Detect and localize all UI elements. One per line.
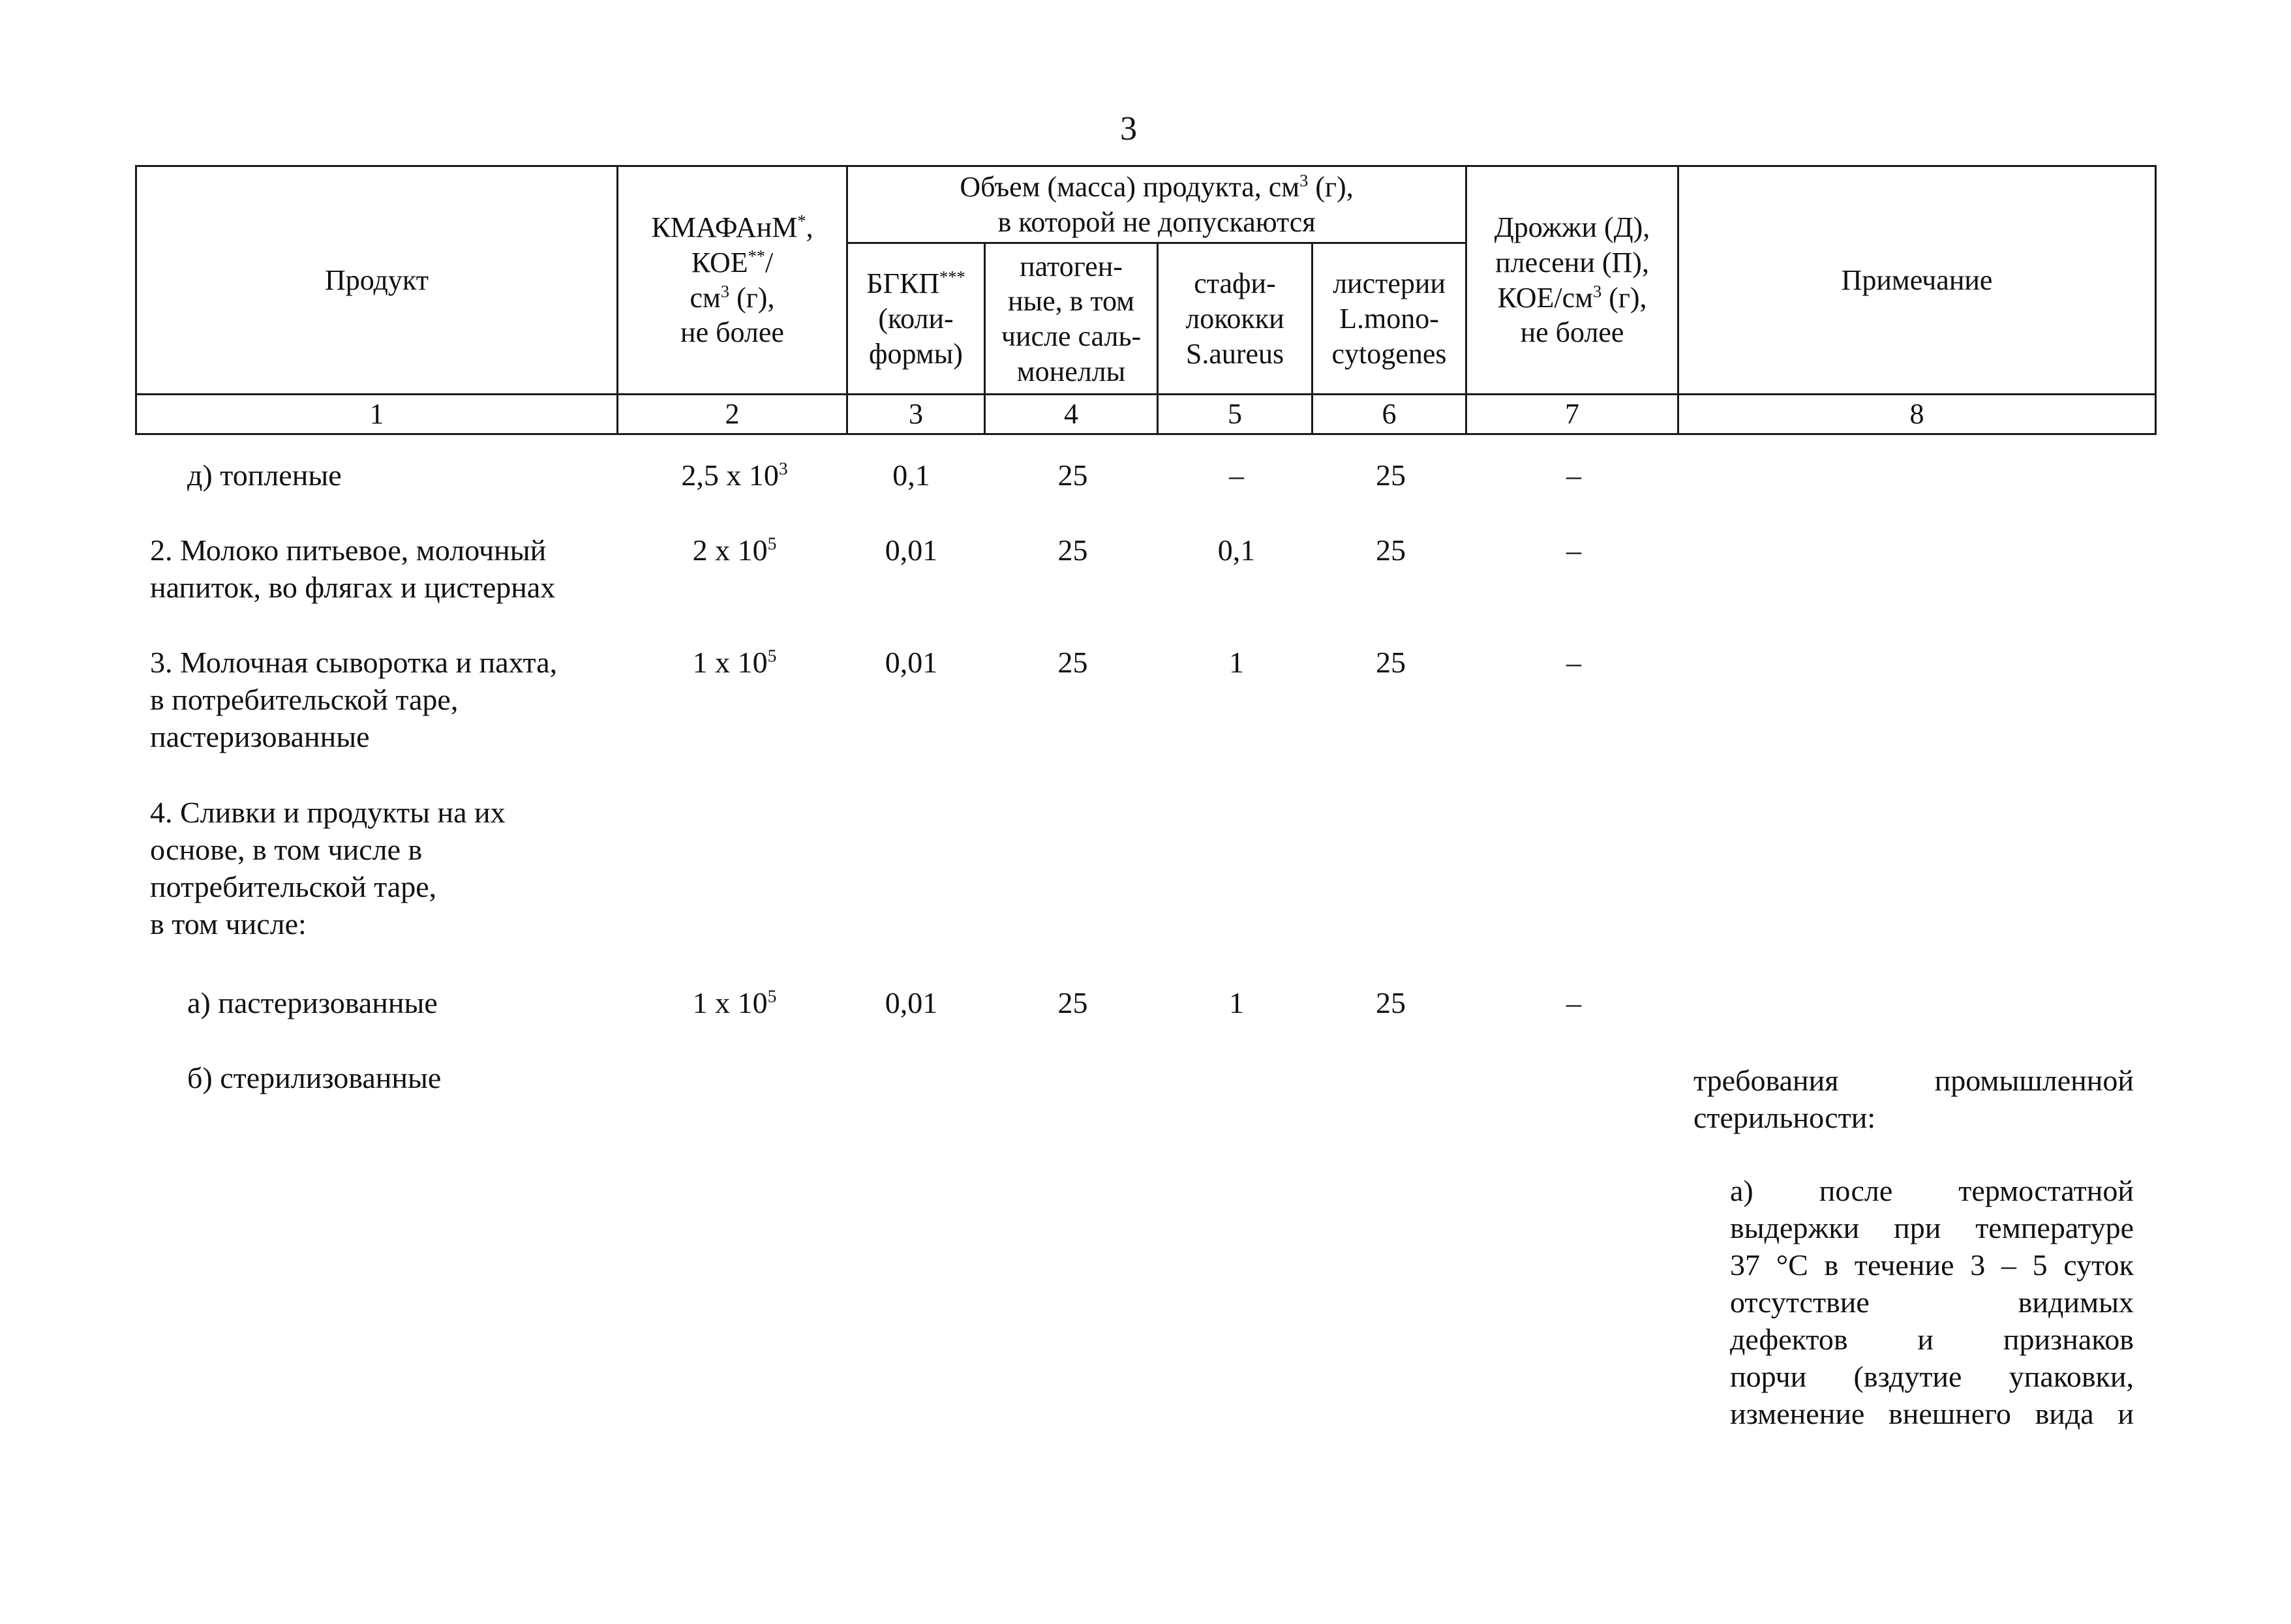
row-bgkp: 0,01 [885,646,938,679]
row-product: 4. Сливки и продукты на их основе, в том числе в потребительской таре, в том числе: [150,796,506,940]
row-product: б) стерилизованные [187,1061,442,1094]
row-staphylococci: 1 [1229,986,1244,1019]
row-bgkp: 0,01 [885,986,938,1019]
row-yeast: – [1566,459,1581,492]
col-number: 1 [136,395,618,434]
row-product: 3. Молочная сыворотка и пахта, в потребительской таре, пастеризованные [150,646,558,753]
row-salmonella: 25 [1057,459,1088,492]
header-staphylococci: стафи- лококки S.aureus [1158,243,1312,395]
row-salmonella: 25 [1057,646,1088,679]
note-requirements: требования промышленной стерильности: [1693,1064,2134,1134]
row-listeria: 25 [1376,986,1406,1019]
row-staphylococci: 0,1 [1217,534,1256,567]
row-listeria: 25 [1376,534,1406,567]
col-number: 6 [1312,395,1466,434]
row-yeast: – [1566,986,1581,1019]
row-salmonella: 25 [1057,534,1088,567]
row-kmafanm: 2,5 x $10^3$ [681,458,788,492]
row-yeast: – [1566,534,1581,567]
page-number: 3 [1120,110,1137,147]
row-kmafanm: 2 x $10^5$ [692,533,777,567]
row-listeria: 25 [1376,646,1406,679]
row-staphylococci: 1 [1229,646,1244,679]
row-product: а) пастеризованные [187,986,438,1019]
header-yeast: Дрожжи (Д), плесени (П), КОЕ/$см^3$ (г), не более [1466,166,1678,395]
row-salmonella: 25 [1057,986,1088,1019]
row-bgkp: 0,01 [885,534,938,567]
col-number: 4 [985,395,1158,434]
row-staphylococci: – [1229,459,1244,492]
header-note: Примечание [1678,166,2156,395]
table-header [135,165,2157,435]
col-number: 2 [618,395,847,434]
header-listeria: листерии L.mono- cytogenes [1312,243,1466,395]
col-number: 5 [1158,395,1312,434]
note-after-incubation: а) после термостатной выдержки при температуре 37 °С в течение 3 – 5 суток отсутствие видимых дефектов и признаков порчи (вздутие упаковки, изменение внешнего вида и [1730,1174,2134,1430]
col-number: 7 [1466,395,1678,434]
header-volume: Объем (масса) продукта, $см^3$ (г), в которой не допускаются [847,166,1466,243]
header-salmonella: патоген- ные, в том числе саль- монеллы [985,243,1158,395]
row-product: д) топленые [187,459,342,492]
row-listeria: 25 [1376,459,1406,492]
header-product: Продукт [136,166,618,395]
row-yeast: – [1566,646,1581,679]
col-number: 3 [847,395,985,434]
row-bgkp: 0,1 [892,459,930,492]
header-kmafanm: КМАФАнМ*, КОЕ**/ $см^3$ (г), не более [618,166,847,395]
row-product: 2. Молоко питьевое, молочный напиток, во флягах и цистернах [150,534,556,604]
row-kmafanm: 1 x $10^5$ [692,985,777,1019]
row-kmafanm: 1 x $10^5$ [692,645,777,679]
col-number: 8 [1678,395,2156,434]
header-bgkp: БГКП*** (коли- формы) [847,243,985,395]
